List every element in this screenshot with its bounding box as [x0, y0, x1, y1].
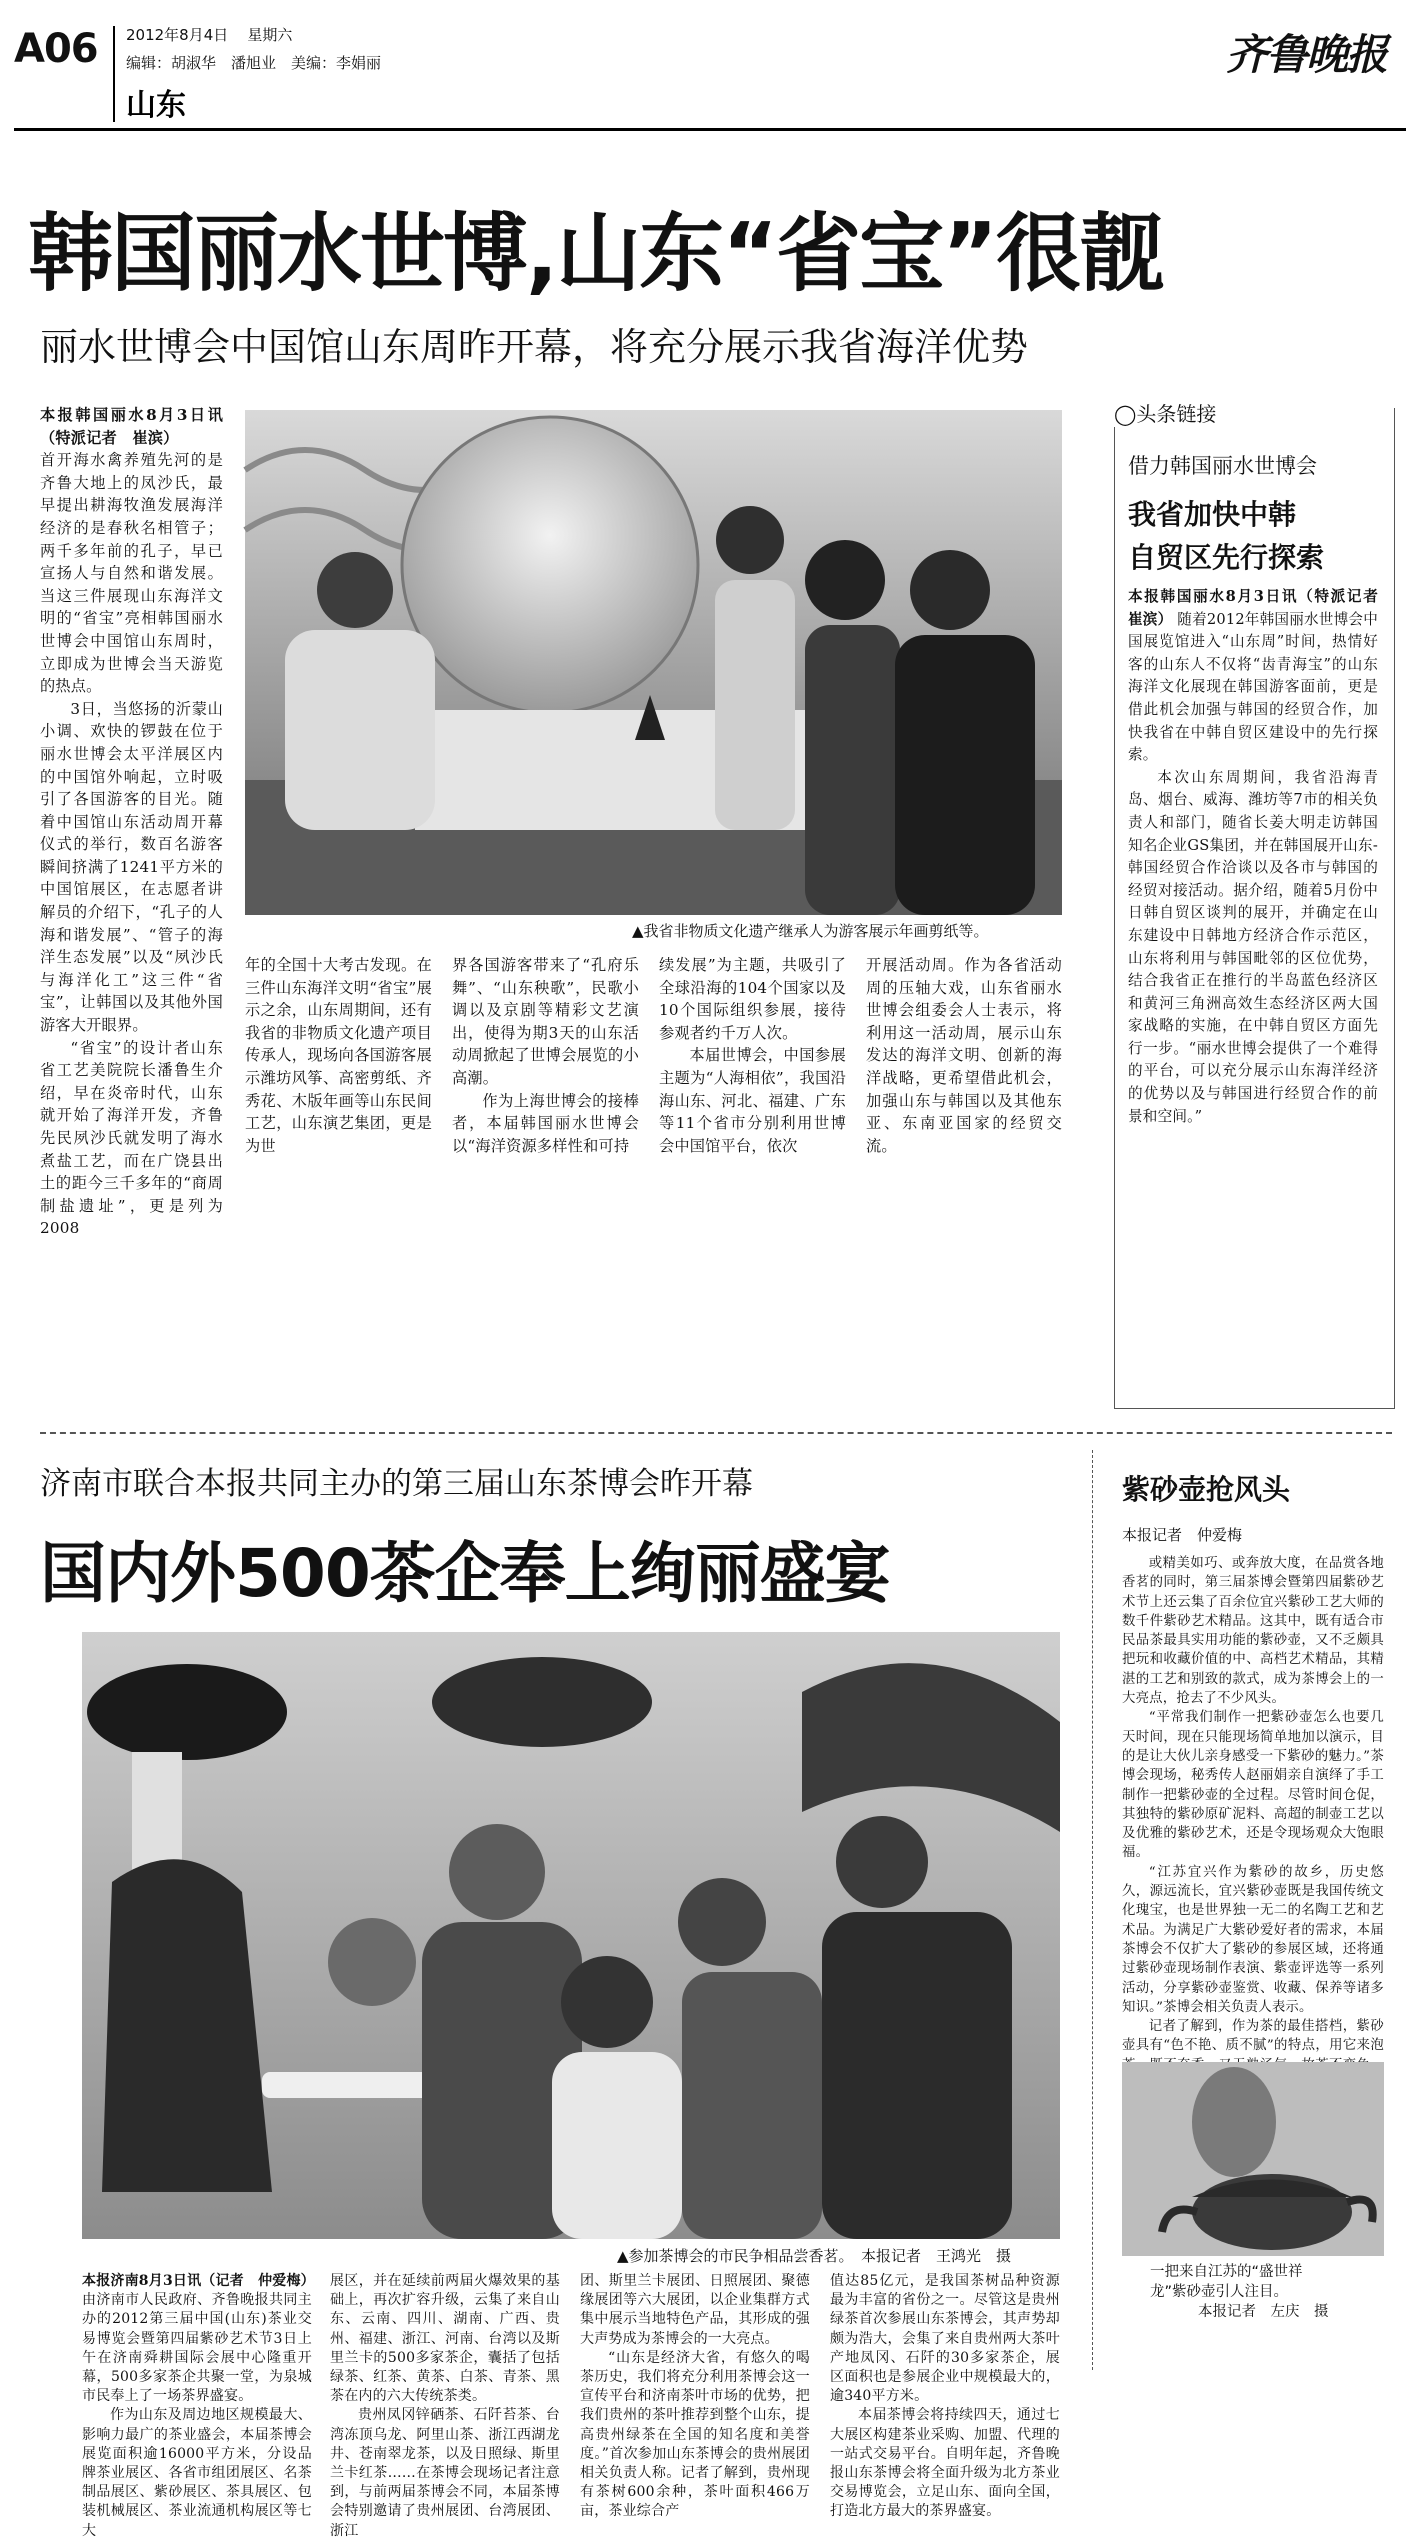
story2-column-2 — [330, 2272, 560, 2539]
story1-column-5 — [866, 954, 1062, 1406]
section-divider — [40, 1432, 1392, 1434]
sidebar1-tag — [1114, 398, 1222, 427]
story1-headline: 韩国丽水世博,山东“省宝”很靓 — [28, 205, 1163, 304]
tea-tasting-crowd-photo — [82, 1632, 1060, 2239]
masthead-rule — [14, 128, 1406, 131]
zisha-teapot-photo — [1122, 2062, 1384, 2256]
sidebar2-paragraph: 记者了解到，作为茶的最佳搭档，紫砂壶具有“色不艳、质不腻”的特点，用它来泡 — [1122, 2019, 1384, 2054]
story2-byline: 本报济南8月3日讯（记者 仲爱梅） — [82, 2273, 315, 2289]
story2-paragraph: 团、斯里兰卡展团、日照展团、聚德缘展团等六大展团，以企业集群方式集中展示当地特色产品，其形成的强大声势成为茶博会的一大亮点。 — [580, 2273, 810, 2347]
story2-kicker: 济南市联合本报共同主办的第三届山东茶博会昨开幕 — [40, 1466, 753, 1502]
story1-column-4 — [659, 954, 846, 1406]
sidebar2-photo-credit: 本报记者 左庆 摄 — [1198, 2304, 1329, 2320]
story2-paragraph: 本届茶博会将持续四天，通过七大展区构建茶业采购、加盟、代理的一站式交易平台。自明年起，齐鲁晚报山东茶博会将全面升级为北方茶业交易博览会，立足山东、面向全国，打造北方最大的茶界盛宴。 — [830, 2407, 1060, 2520]
sidebar1-byline: 本报韩国丽水8月3日讯（特派记者 崔滨） — [1128, 588, 1393, 628]
story2-paragraph-text: 由济南市人民政府、齐鲁晚报共同主办的2012第三届中国(山东)茶业交易博览会暨第四届紫砂艺术节3日上午在济南舜耕国际会展中心隆重开幕，500多家茶企共聚一堂，为泉城市民奉上了一场茶界盛宴。 — [82, 2292, 312, 2405]
story1-paragraph: 首开海水禽养殖先河的是齐鲁大地上的凤沙氏，最早提出耕海牧渔发展海洋经济的是春秋名相管子；两千多年前的孔子，早已宣扬人与自然和谐发展。当这三件展现山东海洋文明的“省宝”亮相韩国丽水世博会中国馆山东周时，立即成为世博会当天游览的热点。 — [40, 451, 223, 696]
sidebar2-byline: 本报记者 仲爱梅 — [1122, 1526, 1243, 1544]
story1-paragraph: 3日，当悠扬的沂蒙山小调、欢快的锣鼓在位于丽水世博会太平洋展区内的中国馆外响起，立时吸引了各国游客的目光。随着中国馆山东活动周开幕仪式的举行，数百名游客瞬间挤满了1241平方米的中国馆展区，在志愿者讲解员的介绍下，“孔子的人海和谐发展”、“管子的海洋生态发展”以及“夙沙氏与海洋化工”这三件“省宝”，让韩国以及其他外国游客大开眼界。 — [40, 699, 223, 1035]
story2-paragraph: 展区，并在延续前两届火爆效果的基础上，再次扩容升级，云集了来自山东、云南、四川、湖南、广西、贵州、福建、浙江、河南、台湾以及斯里兰卡的500多家茶企，囊括了包括绿茶、红茶、黄茶、白茶、青茶、黑茶在内的六大传统茶类。 — [330, 2273, 560, 2405]
story2-paragraph — [82, 2272, 315, 2406]
sidebar2-paragraph: “平常我们制作一把紫砂壶怎么也要几天时间，现在只能现场简单地加以演示，目的是让大伙儿亲身感受一下紫砂的魅力。”茶博会现场，秘秀传人赵丽娟亲自演绎了手工制作一把紫砂壶的全过程。尽管时间仓促，其独特的紫砂原矿泥料、高超的制壶工艺以及优雅的紫砂艺术，还是令现场观众大饱眼福。 — [1122, 1710, 1384, 1861]
story2-paragraph: 值达85亿元，是我国茶树品种资源最为丰富的省份之一。尽管这是贵州绿茶首次参展山东茶博会，其声势却颇为浩大，会集了来自贵州两大茶叶产地凤冈、石阡的30多家茶企，展区面积也是参展企业中规模最大的，逾340平方米。 — [830, 2273, 1060, 2405]
story1-paragraph: 界各国游客带来了“孔府乐舞”、“山东秧歌”，民歌小调以及京剧等精彩文艺演出，使得为期3天的山东活动周掀起了世博会展览的小高潮。 — [452, 956, 639, 1087]
story1-paragraph: “省宝”的设计者山东省工艺美院院长潘鲁生介绍，早在炎帝时代，山东就开始了海洋开发，齐鲁先民夙沙氏就发明了海水煮盐工艺，而在广饶县出土的距今三千多年的“商周制盐遗址”，更是列为2008 — [40, 1038, 223, 1238]
story1-lead-column — [40, 404, 223, 1406]
story1-photo-caption: ▲我省非物质文化遗产继承人为游客展示年画剪纸等。 — [632, 922, 989, 940]
story2-paragraph: 贵州凤冈锌硒茶、石阡苔茶、台湾冻顶乌龙、阿里山茶、浙江西湖龙井、苍南翠龙茶，以及日照绿、斯里兰卡红茶……在茶博会现场记者注意到，与前两届茶博会不同，本届茶博会特别邀请了贵州展团、台湾展团、浙江 — [330, 2407, 560, 2539]
sidebar1-tag-label: 头条链接 — [1136, 402, 1217, 426]
newspaper-logo: 齐鲁晚报 — [1226, 30, 1387, 79]
story1-paragraph: 本届世博会，中国参展主题为“人海相依”，我国沿海山东、河北、福建、广东等11个省市分别利用世博会中国馆平台，依次 — [659, 1046, 846, 1155]
sidebar1-paragraph-text: 随着2012年韩国丽水世博会中国展览馆进入“山东周”时间，热情好客的山东人不仅将“齿青海宝”的山东海洋文化展现在韩国游客面前，更是借此机会加强与韩国的经贸合作，加快我省在中韩自贸区建设中的先行探索。 — [1128, 610, 1378, 764]
sidebar2-photo — [1122, 2062, 1384, 2256]
sidebar1-kicker: 借力韩国丽水世博会 — [1128, 454, 1317, 478]
sidebar2-divider — [1092, 1450, 1093, 2370]
story1-paragraph: 作为上海世博会的接棒者，本届韩国丽水世博会以“海洋资源多样性和可持 — [452, 1091, 639, 1155]
story1-subhead: 丽水世博会中国馆山东周昨开幕，将充分展示我省海洋优势 — [40, 325, 1029, 369]
story2-paragraph: “山东是经济大省，有悠久的喝茶历史，我们将充分利用茶博会这一宣传平台和济南茶叶市场的优势，把我们贵州的茶叶推荐到整个山东，提高贵州绿茶在全国的知名度和美誉度。”首次参加山东茶博会的贵州展团相关负责人称。记者了解到，贵州现有茶树600余种，茶叶面积466万亩，茶业综合产 — [580, 2349, 810, 2520]
story2-photo-caption: ▲参加茶博会的市民争相品尝香茗。 本报记者 王鸿光 摄 — [617, 2247, 1012, 2265]
story1-paragraph: 年的全国十大考古发现。在三件山东海洋文明“省宝”展示之余，山东周期间，还有我省的非物质文化遗产项目传承人，现场向各国游客展示潍坊风筝、高密剪纸、齐秀花、木版年画等山东民间工艺，山东演艺集团，更是为世 — [245, 956, 432, 1155]
sidebar1-paragraph: 本次山东周期间，我省沿海青岛、烟台、威海、潍坊等7市的相关负责人和部门，随省长姜大明走访韩国知名企业GS集团，并在韩国展开山东-韩国经贸合作洽谈以及各市与韩国的经贸对接活动。据介绍，随着5月份中日韩自贸区谈判的展开，并确定在山东建设中日韩地方经济合作示范区，山东将利用与韩国毗邻的区位优势，结合我省正在推行的半岛蓝色经济区和黄河三角洲高效生态经济区两大国家战略的实施，在中韩自贸区方面先行一步。“丽水世博会提供了一个难得的平台，可以充分展示山东海洋经济的优势以及与韩国进行经贸合作的前景和空间。” — [1128, 768, 1378, 1125]
sidebar2-photo-caption-line2: 龙”紫砂壶引人注目。 — [1150, 2284, 1289, 2300]
story1-paragraph: 开展活动周。作为各省活动周的压轴大戏，山东省丽水世博会组委会人士表示，将利用这一活动周，展示山东发达的海洋文明、创新的海洋战略，更希望借此机会，加强山东与韩国以及其他东亚、东南亚国家的经贸交流。 — [866, 956, 1062, 1155]
story1-byline: 本报韩国丽水8月3日讯（特派记者 崔滨） — [40, 406, 223, 447]
story2-column-4 — [830, 2272, 1060, 2520]
story2-paragraph: 作为山东及周边地区规模最大、影响力最广的茶业盛会，本届茶博会展览面积逾16000平方米，分设品牌茶业展区、各省市组团展区、名茶制品展区、紫砂展区、茶具展区、包装机械展区、茶业流通机构展区等七大 — [82, 2407, 312, 2539]
story1-column-2 — [245, 954, 432, 1406]
story2-headline: 国内外500茶企奉上绚丽盛宴 — [40, 1535, 890, 1612]
section-name: 山东 — [126, 88, 186, 123]
story1-photo — [245, 410, 1062, 915]
sidebar1-body — [1128, 586, 1393, 1398]
issue-weekday: 星期六 — [247, 26, 293, 44]
page-code: A06 — [14, 26, 98, 72]
sidebar2-body — [1122, 1554, 1384, 2062]
sidebar2-title: 紫砂壶抢风头 — [1122, 1473, 1291, 1506]
story1-paragraph: 续发展”为主题，共吸引了全球沿海的104个国家以及10个国际组织参展，接待参观者约千万人次。 — [659, 956, 846, 1042]
story2-column-3 — [580, 2272, 810, 2520]
sidebar1-title-line2: 自贸区先行探索 — [1128, 541, 1325, 574]
sidebar1-title-line1: 我省加快中韩 — [1128, 498, 1297, 531]
issue-date-line — [126, 24, 292, 45]
sidebar2-photo-caption — [1150, 2262, 1329, 2322]
link-circle-icon: ◯ — [1114, 402, 1137, 426]
sidebar1-paragraph — [1128, 586, 1393, 767]
story1-column-3 — [452, 954, 639, 1406]
sidebar2-paragraph: “江苏宜兴作为紫砂的故乡，历史悠久，源远流长，宜兴紫砂壶既是我国传统文化瑰宝，也是世界独一无二的名陶工艺和艺术品。为满足广大紫砂爱好者的需求，本届茶博会不仅扩大了紫砂的参展区域，还将通过紫砂壶现场制作表演、紫壶评选等一系列活动，分享紫砂壶鉴赏、收藏、保养等诸多知识。”茶博会相关负责人表示。 — [1122, 1864, 1384, 2015]
editor-credits: 编辑：胡淑华 潘旭业 美编：李娟丽 — [126, 54, 382, 72]
story2-column-1 — [82, 2272, 315, 2539]
story2-photo — [82, 1632, 1060, 2239]
sidebar2-photo-caption-line1: 一把来自江苏的“盛世祥 — [1150, 2264, 1303, 2280]
sidebar2-paragraph: 或精美如巧、或奔放大度，在品赏各地香茗的同时，第三届茶博会暨第四届紫砂艺术节上还云集了百余位宜兴紫砂工艺大师的数千件紫砂艺术精品。这其中，既有适合市民品茶最具实用功能的紫砂壶，又不乏颇具把玩和收藏价值的中、高档艺术精品，其精湛的工艺和别致的款式，成为茶博会上的一大亮点，抢去了不少风头。 — [1122, 1556, 1384, 1707]
folk-artist-exhibit-photo — [245, 410, 1062, 915]
issue-date: 2012年8月4日 — [126, 26, 229, 44]
